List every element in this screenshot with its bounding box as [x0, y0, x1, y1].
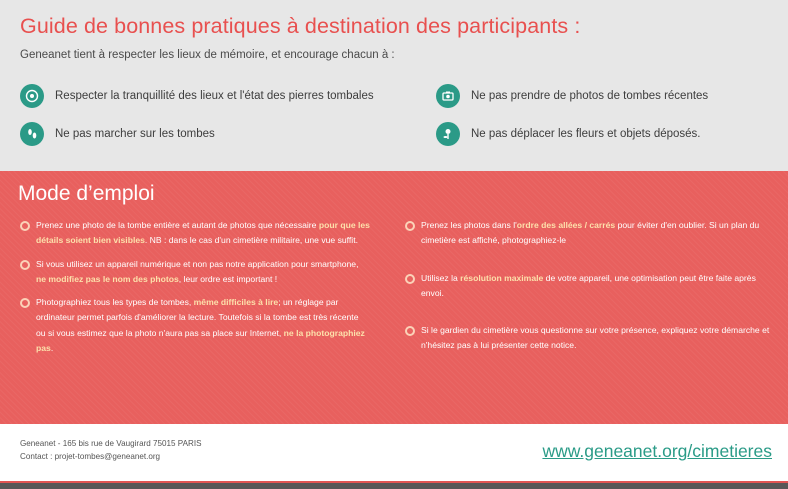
tip-text: .	[50, 343, 54, 354]
tip-highlight: ne modifiez pas le nom des photos	[36, 273, 179, 284]
tip-text: , leur ordre est important !	[178, 273, 278, 284]
tip-text: de votre appareil, une optimisation peut être faite après envoi.	[421, 272, 756, 298]
tip-text: Prenez une photo de la tombe entière et autant de photos que nécessaire	[36, 220, 319, 230]
rule-no-photo	[436, 84, 708, 108]
bullet-icon	[20, 298, 30, 308]
guide-section	[0, 0, 788, 171]
bullet-icon	[405, 274, 415, 284]
footprints-icon	[20, 122, 44, 146]
guide-title: Guide de bonnes pratiques à destination des participants :	[20, 14, 581, 38]
website-link[interactable]: www.geneanet.org/cimetieres	[542, 441, 772, 461]
tip-item	[405, 218, 775, 249]
footer	[0, 424, 788, 481]
tip-text: Si le gardien du cimetière vous questionne sur votre présence, expliquez votre démarche et n'hésitez pas à lui présenter cette notice.	[421, 325, 770, 351]
tip-highlight: pour que les détails soient bien visibles	[36, 220, 370, 246]
tip-item	[405, 271, 775, 302]
rule-text: Ne pas marcher sur les tombes	[55, 128, 215, 140]
tips-left-column	[20, 218, 370, 356]
footer-contact[interactable]: Contact : projet-tombes@geneanet.org	[20, 452, 161, 461]
tip-text: Photographiez tous les types de tombes,	[36, 297, 194, 308]
quiet-icon	[20, 84, 44, 108]
tip-text: Si vous utilisez un appareil numérique et non pas notre application pour smartphone,	[36, 258, 359, 269]
tip-text: Utilisez la	[421, 272, 461, 283]
rule-text: Ne pas prendre de photos de tombes récentes	[471, 90, 709, 102]
rule-flowers	[436, 122, 701, 146]
tips-right-column	[405, 218, 775, 354]
tip-highlight: même difficiles à lire	[193, 297, 279, 308]
tip-highlight: ordre des allées / carrés	[516, 220, 616, 230]
tip-text: ; un réglage par ordinateur permet parfois d'améliorer la lecture. Toutefois si la tombe est très récente ou si vous estimez que la photo n'aura pas sa place sur Internet,	[36, 297, 359, 338]
tip-item	[20, 257, 370, 288]
bullet-icon	[405, 326, 415, 336]
mode-section	[0, 171, 788, 424]
bullet-icon	[405, 221, 415, 231]
bullet-icon	[20, 221, 30, 231]
tip-item	[20, 295, 370, 356]
bullet-icon	[20, 260, 30, 270]
guide-intro: Geneanet tient à respecter les lieux de mémoire, et encourage chacun à :	[20, 49, 395, 61]
tip-text: . NB : dans le cas d'un cimetière militaire, une vue suffit.	[144, 235, 358, 246]
mode-title: Mode d’emploi	[18, 182, 155, 205]
rule-quiet	[20, 84, 374, 108]
footer-address-block	[20, 437, 201, 463]
bottom-bar	[0, 481, 788, 489]
tip-text: Prenez les photos dans l'	[421, 220, 517, 230]
tip-item	[405, 323, 775, 354]
no-photo-icon	[436, 84, 460, 108]
tip-item	[20, 218, 370, 249]
flowers-icon	[436, 122, 460, 146]
tip-highlight: résolution maximale	[460, 272, 544, 283]
rule-text: Ne pas déplacer les fleurs et objets déposés.	[471, 128, 701, 140]
footer-address: Geneanet - 165 bis rue de Vaugirard 75015 PARIS	[20, 439, 202, 448]
rule-text: Respecter la tranquillité des lieux et l'état des pierres tombales	[55, 90, 374, 102]
tip-highlight: ne la photographiez pas	[36, 327, 365, 354]
rule-no-walking	[20, 122, 215, 146]
tip-text: pour éviter d'en oublier. Si un plan du cimetière est affiché, photographiez-le	[421, 220, 760, 246]
